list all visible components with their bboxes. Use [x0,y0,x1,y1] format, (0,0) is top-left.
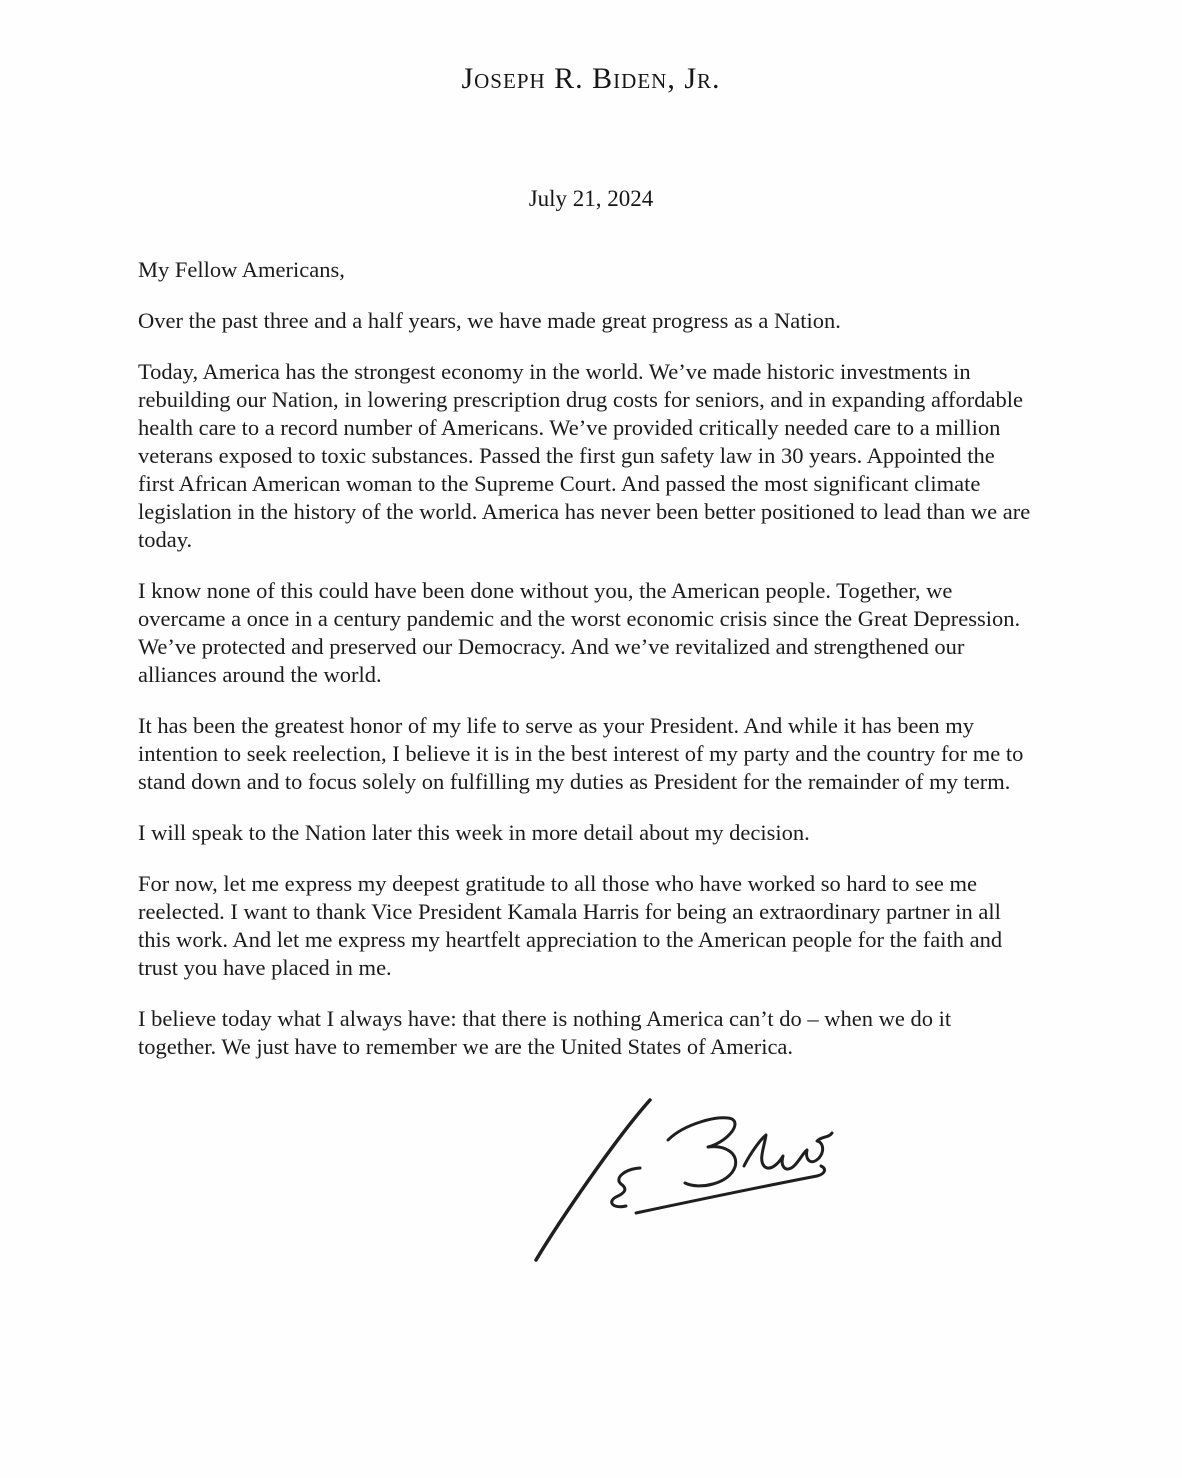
letter-paragraph: I know none of this could have been done without you, the American people. Together, we overcame a once in a century pandemic and the worst economic crisis since the Great Depression. We’ve protected and preserved our Democracy. And we’ve revitalized and strengthened our alliances around the world. [138,578,1021,687]
letter-paragraph: It has been the greatest honor of my life to serve as your President. And while it has been my intention to seek reelection, I believe it is in the best interest of my party and the country for me to stand down and to focus solely on fulfilling my duties as President for the remainder of my term. [138,713,1024,794]
letter-paragraph: Today, America has the strongest economy in the world. We’ve made historic investments in rebuilding our Nation, in lowering prescription drug costs for seniors, and in expanding affordable health care to a record number of Americans. We’ve provided critically needed care to a million veterans exposed to toxic substances. Passed the first gun safety law in 30 years. Appointed the first African American woman to the Supreme Court. And passed the most significant climate legislation in the history of the world. America has never been better positioned to lead than we are today. [138,359,1031,552]
letter-paragraph: I believe today what I always have: that there is nothing America can’t do – when we do it together. We just have to remember we are the United States of America. [138,1006,952,1059]
joe-biden-signature [528,1090,840,1268]
salutation: My Fellow Americans, [138,257,345,282]
letterhead-name: Joseph R. Biden, Jr. [461,62,721,95]
signature-drawing [528,1090,840,1268]
letter-body [138,256,1031,1084]
letter-paragraph: For now, let me express my deepest gratitude to all those who have worked so hard to see me reelected. I want to thank Vice President Kamala Harris for being an extraordinary partner in all this work. And let me express my heartfelt appreciation to the American people for the faith and trust you have placed in me. [138,871,1003,980]
letter-paragraph: I will speak to the Nation later this week in more detail about my decision. [138,820,810,845]
letter-paragraph: Over the past three and a half years, we have made great progress as a Nation. [138,308,841,333]
letter-date: July 21, 2024 [528,186,654,211]
